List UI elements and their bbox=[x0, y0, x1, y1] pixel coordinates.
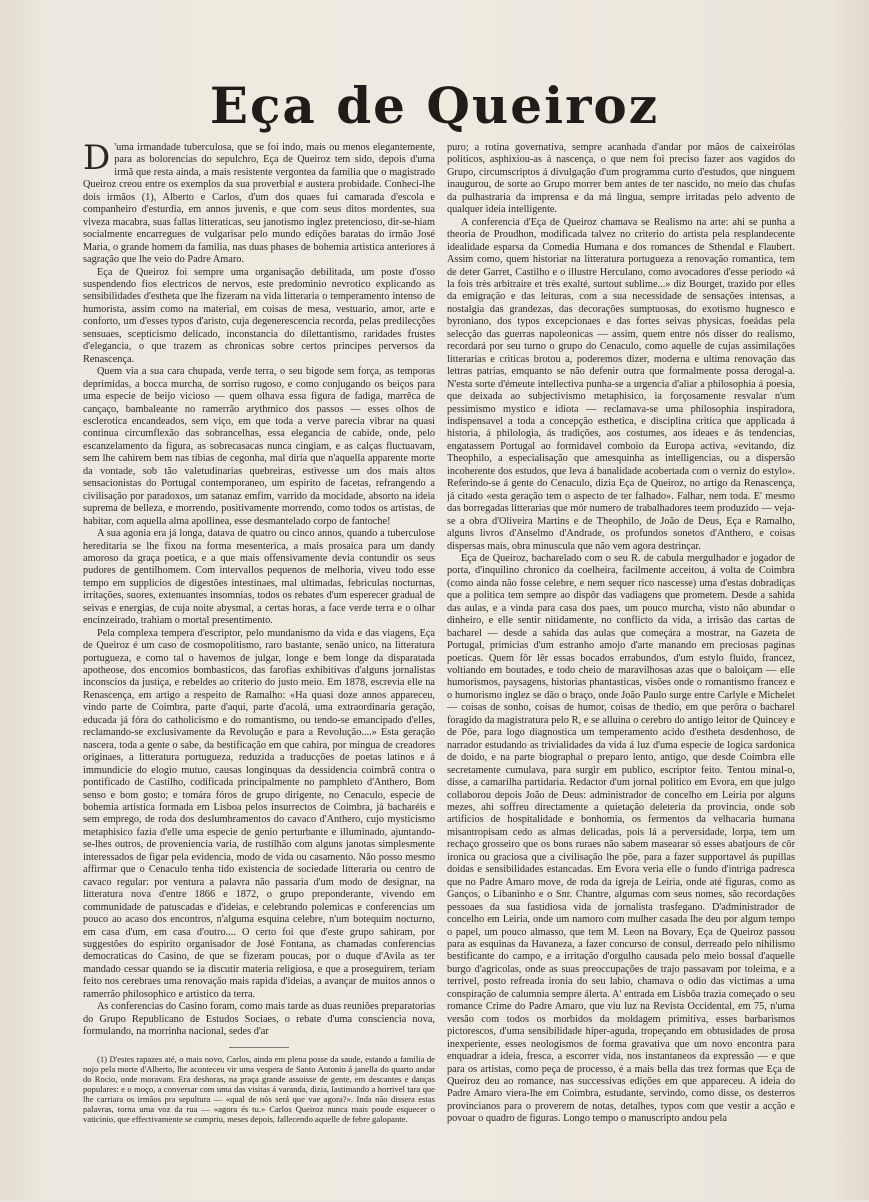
right-column bbox=[447, 142, 795, 1202]
paragraph: Quem via a sua cara chupada, verde terra, o seu bigode sem força, as temporas deprimidas, a bocca murcha, de sorriso rugoso, e como conjugando os beiços para uma especie de beijo vicioso — quem olhava essa figura de fadiga, marrêca de cançaço, bambaleante no ramerrão arythmico dos passos — esses olhos de esclerotica encandeados, sem viço, em que toda a verve parecia vibrar na quasi continua circumflexão das sobrancelhas, essa elegancia de cabide, onde, pelo escanzelamento da figura, as sobrecasacas nunca cingiam, e as calças fluctuavam, sem lhe cahirem bem nas tibias de cegonha, mal diria que n'aquella apparente morte da vontade, sob tão valetudinarias quebreiras, estivesse um dos mais altos sensacionistas do Portugal contemporaneo, um espirito de facetas, refrangendo a civilisação por paradoxos, um satanaz emfim, varrido da mocidade, absorto na ideia suprema de belleza, e morrendo, positivamente morrendo, como todos os artistas, de habitar, com aquella alma apollinea, esse desmantelado corpo de fantoche! bbox=[83, 366, 435, 527]
paragraph: A conferencia d'Eça de Queiroz chamava se Realismo na arte: ahi se punha a theoria de Proudhon, modificada talvez no criterio do artista pela resplandecente idealidade esparsa da Comedia Humana e dos romances de Sthendal e Flaubert. Assim como, quem historiar na litteratura portugueza a renovação romantica, tem de deter Garret, Castilho e o illustre Herculano, como avocadores d'esse periodo «á la fois très arbitraire et très exalté, surtout sublime...» diz Bourget, trazido por elles da emigração e das leituras, com a sua necessidade de sensações intensas, a nostalgia das grandezas, das decorações sumptuosas, do exotismo hugnesco e byroniano, dos typos excepcionaes e das fortes seivas physicas, foeádas pela selecção das guerras napoleonicas — assim, quem entre nós disser do realismo, recordará por seu turno o grupo do Cenaculo, como aquelle de cujas assimilações litterarias e criticas brotou a, poderemos dizer, moderna e ultima renovação das lettras patrias, emquanto se não defenir outra que formalmente possa derogal-a. N'esta sorte d'émeute intellectiva punha-se a urgencia d'aliar a philosophia á poesia, que deixada ao subjectivismo metaphisico, ia forçosamente resvalar n'um pessimismo mystico e idiota — reclamava-se uma philosophia inspiradora, indispensavel a toda a concepção esthetica, e disciplina critica que applicada á historia, á philologia, ás tradições, aos costumes, aos ideaes e ás tendencias, engatassem Portugal ao formidavel comboio da Europa activa, «evitando, diz Theophilo, a especialisação que amesquinha as intelligencias, ou a dispersão incoherente dos estudos, que leva á banalidade acobertada com o verniz do estylo». Referindo-se á gente do Cenaculo, dizia Eça de Queiroz, no artigo da Renascença, já citado «esta geração tem o aspecto de ter falhado». Falhar, nem toda. E' mesmo das borregadas litterarias que mór numero de trabalhadores teem produzido — veja-se a obra d'Oliveira Martins e de Theophilo, de João de Deus, Eça e Ramalho, alguns livros d'Anselmo d'Andrade, os profundos sonetos d'Anthero, e coisas dispersas mais, obra minuscula que não vem agora destrinçar. bbox=[447, 216, 795, 552]
paragraph: Pela complexa tempera d'escriptor, pelo mundanismo da vida e das viagens, Eça de Queiroz é um caso de cosmopolitismo, raro bastante, senão unico, na litteratura portugueza, e como tal o havemos de julgar, longe e bem longe da disparatada apotheose, dos encomios bombasticos, das farofias exhibitivas d'alguns jornalistas inconscios da justiça, e rebeldes ao criterio do justo meio. Em 1878, escrevia elle na Renascença, em artigo a respeito de Ramalho: «Ha quasi doze annos appareceu, vindo parte de Coimbra, parte d'aqui, parte d'acolá, uma extraordinaria geração, educada já fóra do catholicismo e do romantismo, ou tendo-se emancipado d'elles, reclamando-se exclusivamente da Revolução e para a Revolução....» Esta geração nascera, toda a gente o sabe, da bestificação em que cahira, por mingua de creadores originaes, a litteratura portugueza, reduzida a traducções de poetas latinos e á immundicie do elogio mutuo, causas longinquas da dessidencia coimbrã contra o pontificado de Castilho, codificada principalmente no pamphleto d'Anthero, Bom senso e bom gosto; e tomára fóros de grupo dirigente, no Cenaculo, especie de bohemia artistica formada em Lisboa pelos insurrectos de Coimbra, já bacharéis e sem emprego, de roda dos deslumbramentos do cavaco d'Anthero, cujo mysticismo metaphisico fazia d'elle uma especie de genio perturbante e illuminado, ajuntando-se-lhes outros, de proveniencia varia, de rustilhão com alguns janotas simplesmente interessados de figar pela evidencia, modo de vida ou casamento. Não posso mesmo affirmar que o Cenaculo tenha tido existencia de sociedade litteraria ou centro de cavaco regular: por ventura a palavra não passaria d'um modo de designar, na litteratura nova d'entre 1866 e 1872, o grupo preponderante, vivendo em communidade de patuscadas e d'ideias, e celebrando polemicas e conferencias um pouco ao acaso dos encontros, n'alguma esquina celebre, n'um botequim nocturno, em casa d'um, em casa d'outro.... O certo foi que d'este grupo sahiram, por suggestões do espirito organisador de José Fontana, as chamadas conferencias democraticas do Casino, de que se fizeram poucas, por o duque d'Avila as ter mandado cessar quando se ia discutir materia religiosa, e que a proseguirem, teriam feito nos cerebraes uma renovação mais rapida d'ideias, a avançar de muitos annos o ramerrão philosophico e artistico da terra. bbox=[83, 627, 435, 1000]
paragraph: A sua agonia era já longa, datava de quatro ou cinco annos, quando a tuberculose hereditaria se lhe fixou na forma mesenterica, a mais prosaica para um dandy amoroso da graça poetica, e a que mais offensivamente devia contundir os seus pudores de gentilhomem. Com intervallos pequenos de melhoria, viveu todo esse tempo em supplicios de digestões intestinaes, mal ultimadas, febriculas nocturnas, irritações, suores, extenuantes insomnias, todos os rebates d'um esperecer gradual de seivas e energias, de cuja noite abysmal, a certas horas, a face verde terra e o olhar encinzeirado, trahiam o mortal presentimento. bbox=[83, 528, 435, 627]
page-title: Eça de Queiroz bbox=[209, 76, 660, 135]
footnote-divider bbox=[229, 1047, 289, 1048]
footnote: (1) D'estes rapazes até, o mais novo, Carlos, ainda em plena posse da saude, estando a familia de nojo pela morte d'Alberto, lhe aconteceu vir uma vespera de Santo Antonio á janella do quarto andar do Rocio, onde moravam. Era deshoras, na praça grande assoisse de gente, em descantes e danças populares: e o moço, a conversar com uma das visitas á varanda, dizia, lastimando a horrivel tara que lhe carriara os irmãos pra sepultura — «qual de nós será que vae agora?». Inda não dissera estas palavras, torna uma voz da rua — «agora és tu.» Carlos Queiroz nunca mais poude esquecer o vaticinio, que effectivamente se cumpriu, meses depois, fallecendo aquelle de febre galopante. bbox=[83, 1053, 435, 1124]
left-column bbox=[83, 142, 435, 1190]
paragraph: Eça de Queiroz foi sempre uma organisação debilitada, um poste d'osso suspendendo fios electricos de nervos, este predominio nevrotico explicando as sensibilidades d'estheta que lhe fizeram na vida litteraria o temperamento intenso de humorista, assim como na material, em coisas de mesa, vestuario, amor, arte e conforto, um d'esses typos d'aristo, cuja degenerescencia recorda, pelas predilecções sensuaes, scepticismo delicado, inconstancia do dilettantismo, raridades frustes d'elegancia, o que trazem as chronicas sobre certos principes perversos da Renascença. bbox=[83, 266, 435, 365]
paragraph bbox=[83, 142, 435, 267]
paragraph: Eça de Queiroz, bacharelado com o seu R. de cabula mergulhador e jogador de porta, d'inquilino chronico da coelheira, facilmente acceitou, á volta de Coimbra (como ainda não fosse celebre, e nem sequer rico nascesse) uma d'estas dobradiças que a politica tem sempre ao dispôr das vadiagens que prometem. Desde a sahida das aulas, e a vinda para casa dos paes, um pouco murcha, visto não abundar o dinheiro, e elle sentir nitidamente, no conflicto da vida, a irrisão das cartas de bacharel — desde a sahida das aulas que começára a mostrar, na Gazeta de Portugal, primicias d'um estranho amojo d'arte manando em preciosas paginas poeticas. Quem fôr lêr essas bocados errabundos, d'um estylo fluido, francez, voltiando em boutades, e todo cheio de maravilhosas azas que o baloiçam — elle humorismos, paysagens, historias phantasticas, visões onde o romantismo francez e o humorismo inglez se dão o braço, onde João Paulo surge entre Carlyle e Michelet — coisas de sonho, coisas de humor, coisas de thedio, em que perôra o bacharel foragido da magistratura pelo R, e se alluina o cerebro do antigo leitor de Quincey e de Põe, para logo diagnostica um temperamento acido d'estheta desdenhoso, de narrador estudando as trivialidades da vida á luz d'uma especie de logica sardonica de doido, e na parte biographal o preparo lento, antigo, que desde Coimbra elle secretamente cumulava, para surgir em publico, escriptor feito. Tentou minal-o, disse, a camarilha partidaria. Redactor d'um jornal politico em Evora, em que julgo collaborou depois João de Deus: administrador de concelho em Leiria por alguns mezes, ahi soffreu directamente a quietação deleteria da provincia, onde sob artificios de hospitalidade e bonhomia, os fermentos da velhacaria humana misantropisam cedo as almas delicadas, pois lá a perversidade, lorpa, tem um rechaço grosseiro que os bons ruraes não sabem masearar só esses abatjours de côr ironica ou graciosa que a civilisação lhe põe, para a fazer supportavel ás pupillas doidas e sensibilidades estancadas. Em Evora veria elle o fundo d'intriga padresca que no Padre Amaro move, de roda da igreja de Leiria, onde até figuras, como as Ganços, o Libaninho e o Snr. Chantre, algumas com seus nomes, são recordações pessoaes da sua fastidiosa vida de jornalista trasfegano. D'administrador de concelho em Leiria, onde um namoro com mulher casada lhe deu por algum tempo o papel, um pouco almasso, que tem M. Leon na Bovary, Eça de Queiroz passou para as esquinas da Havaneza, a fazer concurso de consul, derreado pelo nihilismo bestificante do campo, e a irritação d'orgulho causada pelo meio bossal d'aquelle burgo d'agricolas, onde as suas preoccupações de trajo passavam por toleima, e a terrivel, posto refreada ironia do seu labio, chamava o odio das victimas a uma conspiração de calumnia sempre álerta. A' entrada em Lisbôa trazia começado o seu romance Crime do Padre Amaro, que viu luz na Revista Occidental, em 75, n'uma versão com todos os morbidos da moldagem primitiva, esses barbarismos pictorescos, d'uma sensibilidade hiper-aguda, tropeçando em obtusidades de prosa inexperiente, esses neologismos de forma gravativa que um novo encontra para enquadrar a ideia, fresca, a escorrer vida, nos instantaneos da expressão — e que para os artistas, como peça de processo, é a mais bella das trez formas que Eça de Queiroz deu ao romance, nas successivas edições em que appareceu. A ideia do Padre Amaro viera-lhe em Coimbra, estudante, servindo, como disse, os desterros provincianos para o proverem de notas, detalhes, typos com que vestir a acção e povoar o quadro de figuras. Longo tempo o manuscripto andou pela bbox=[447, 552, 795, 1125]
paragraph: As conferencias do Casino foram, como mais tarde as duas reuniões preparatorias do Grupo Republicano de Estudos Sociaes, o rebate d'uma consciencia nova, formulando, na morrinha nacional, sedes d'ar bbox=[83, 1001, 435, 1038]
paragraph: puro; a rotina governativa, sempre acanhada d'andar por mãos de caixeirólas politicos, asphixiou-as á nascença, o que nem foi preciso fazer aos vagidos do Grupo, circumscriptos á divulgação d'um programma curto d'estudos, que ninguem inaugurou, de sorte ao Grupo morrer bem antes de ter nascido, no meio das chufas da pulhastraria da imprensa e da má lingua, sempre irritadas pelo advento de qualquer ideia intelligente. bbox=[447, 142, 795, 216]
drop-cap: D bbox=[83, 142, 111, 178]
paragraph-text: 'uma irmandade tuberculosa, que se foi indo, mais ou menos elegantemente, para as bolorencias do sepulchro, Eça de Queiroz tem sido, depois d'uma irmã que resta ainda, a mais resistente vergontea da familia que o magistrado Queiroz creou entre os exemplos da sua proverbial e austera probidade. Conheci-lhe dois irmãos (1), Alberto e Carlos, d'um dos quaes fui camarada d'escola e companheiro d'esturdia, em annos juvenis, e que com seus ditos mordentes, sua viveza macabra, suas fallas litteraticas, seu janotismo inglez pretencioso, dir-se-hiam socialmente encarregues de vulgarisar pelo mundo edições baratas do irmão José Maria, o grande homem da familia, nas duas phases de bohemia artistica anteriores á sagração que lhe veio do Padre Amaro. bbox=[83, 142, 435, 266]
